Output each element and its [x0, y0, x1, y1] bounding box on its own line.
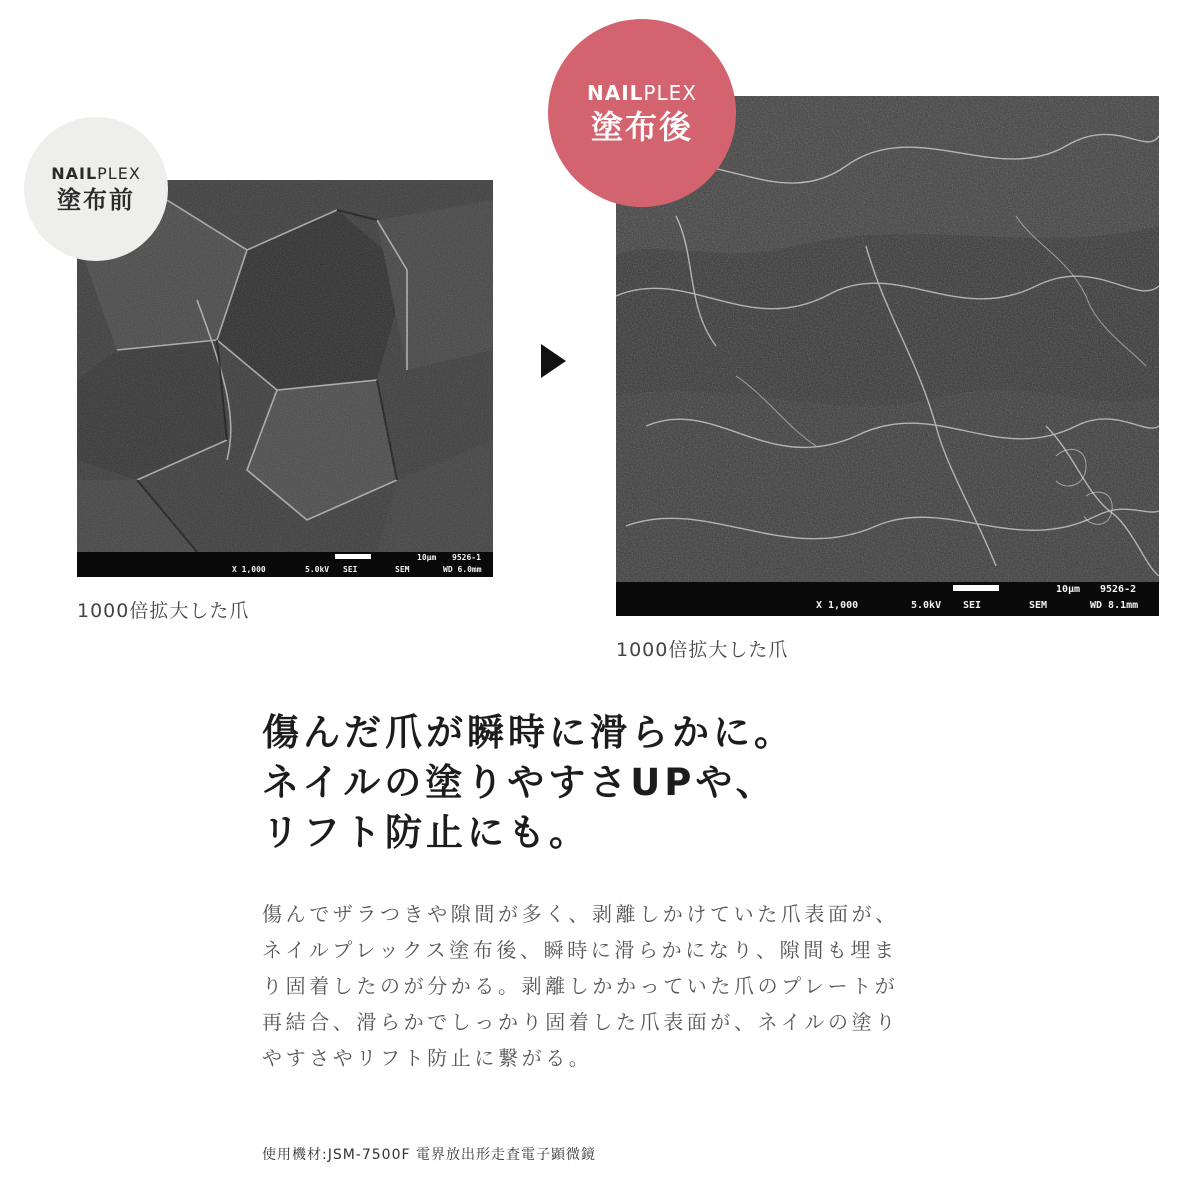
- equipment-footnote: 使用機材:JSM-7500F 電界放出形走査電子顕微鏡: [262, 1147, 596, 1163]
- transition-arrow-icon: [541, 344, 566, 378]
- sem-info-bar-before: [77, 552, 493, 577]
- sem-working-distance: WD 6.0mm: [443, 565, 482, 574]
- sem-mode: SEM: [1029, 600, 1048, 611]
- image-caption-after: 1000倍拡大した爪: [616, 639, 789, 661]
- sem-voltage: 5.0kV: [305, 565, 330, 574]
- badge-before: [24, 117, 168, 261]
- badge-stage-label: 塗布前: [57, 186, 135, 214]
- sem-scale-bar-after: [953, 585, 999, 591]
- badge-brand: NAILPLEX: [51, 164, 141, 183]
- body-line: やすさやリフト防止に繋がる。: [262, 1046, 593, 1070]
- body-paragraph: [262, 896, 899, 1076]
- body-line: 傷んでザラつきや隙間が多く、剥離しかけていた爪表面が、: [262, 902, 899, 926]
- sem-sample-id: 9526-1: [452, 553, 481, 562]
- headline-line: リフト防止にも。: [262, 811, 590, 854]
- sem-magnification: X 1,000: [232, 565, 266, 574]
- sem-mode: SEM: [395, 565, 410, 574]
- sem-scale-label: 10μm: [417, 553, 437, 562]
- headline-line: ネイルの塗りやすさUPや、: [262, 761, 777, 804]
- sem-working-distance: WD 8.1mm: [1090, 600, 1139, 611]
- sem-voltage: 5.0kV: [911, 600, 942, 611]
- sem-info-bar-after: [616, 582, 1159, 616]
- sem-scale-label: 10μm: [1056, 584, 1081, 595]
- body-line: ネイルプレックス塗布後、瞬時に滑らかになり、隙間も埋ま: [262, 938, 898, 962]
- badge-after: [548, 19, 736, 207]
- headline-line: 傷んだ爪が瞬時に滑らかに。: [262, 711, 795, 754]
- sem-magnification: X 1,000: [816, 600, 859, 611]
- badge-brand: NAILPLEX: [587, 81, 697, 105]
- body-line: り固着したのが分かる。剥離しかかっていた爪のプレートが: [262, 974, 899, 998]
- sem-detector: SEI: [963, 600, 982, 611]
- headline: [262, 708, 795, 858]
- sem-scale-bar-before: [335, 554, 371, 559]
- badge-stage-label: 塗布後: [590, 108, 693, 146]
- sem-sample-id: 9526-2: [1100, 584, 1137, 595]
- sem-detector: SEI: [343, 565, 358, 574]
- body-line: 再結合、滑らかでしっかり固着した爪表面が、ネイルの塗り: [262, 1010, 899, 1034]
- image-caption-before: 1000倍拡大した爪: [77, 600, 250, 622]
